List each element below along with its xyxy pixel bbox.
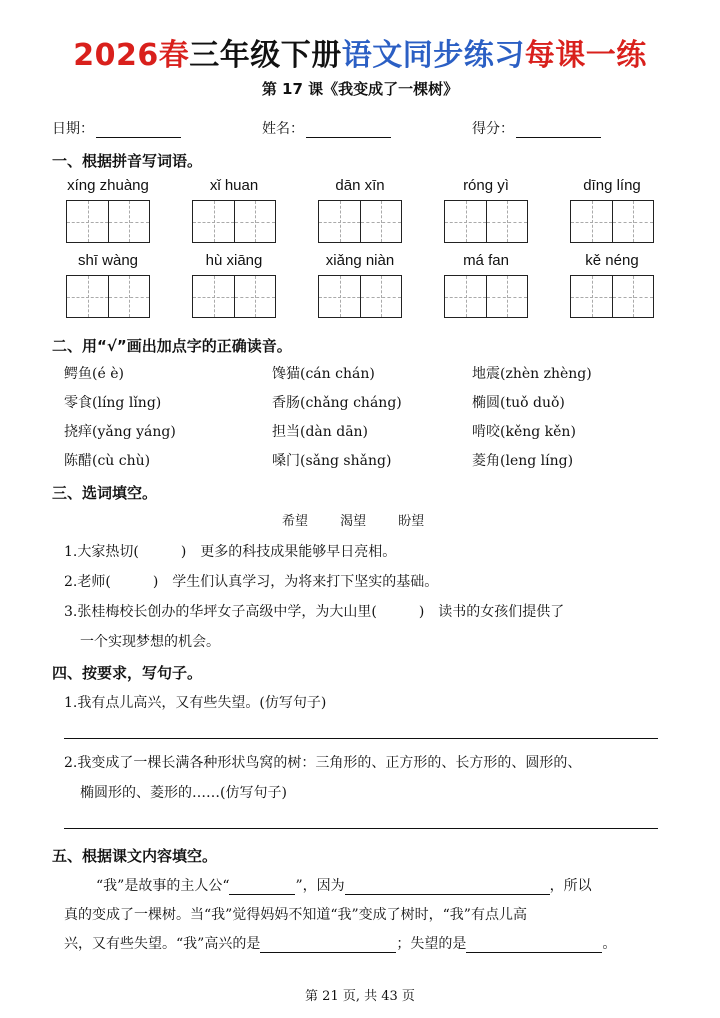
reading-item[interactable]: 担当(dàn dān) [272, 424, 369, 440]
reading-item[interactable]: 菱角(leng líng) [472, 453, 574, 469]
fill-question-3-cont: 一个实现梦想的机会。 [80, 634, 220, 650]
writing-grid[interactable] [444, 275, 528, 318]
fill-question-2[interactable]: 2.老师( ) 学生们认真学习，为将来打下坚实的基础。 [64, 574, 439, 590]
reading-item[interactable]: 陈醋(cù chù) [64, 453, 151, 469]
title-grade: 三年级下册 [189, 38, 342, 73]
reading-item[interactable]: 挠痒(yǎng yáng) [64, 424, 176, 440]
name-field[interactable] [262, 118, 391, 138]
section3-title: 三、选词填空。 [52, 484, 158, 502]
answer-line[interactable] [64, 828, 658, 829]
sentence-question-1: 1.我有点儿高兴，又有些失望。(仿写句子) [64, 695, 327, 711]
pinyin-label: xíng zhuàng [67, 177, 149, 194]
answer-blank[interactable] [260, 938, 396, 953]
page-title [0, 30, 720, 74]
fill-question-1[interactable]: 1.大家热切( ) 更多的科技成果能够早日亮相。 [64, 544, 397, 560]
passage-line-1: “我”是故事的主人公“ ”，因为 ，所以 [96, 878, 592, 894]
answer-blank[interactable] [466, 938, 602, 953]
answer-blank[interactable] [229, 880, 295, 895]
section2-title: 二、用“√”画出加点字的正确读音。 [52, 337, 292, 355]
writing-grid[interactable] [318, 275, 402, 318]
answer-blank[interactable] [345, 880, 550, 895]
reading-item[interactable]: 地震(zhèn zhèng) [472, 366, 592, 382]
title-year: 2026春 [73, 38, 190, 73]
sentence-question-2-cont: 椭圆形的、菱形的……(仿写句子) [80, 785, 287, 801]
date-blank[interactable] [96, 122, 181, 138]
date-field[interactable] [52, 118, 181, 138]
writing-grid[interactable] [66, 275, 150, 318]
score-label: 得分： [472, 121, 514, 137]
name-label: 姓名： [262, 121, 304, 137]
section4-title: 四、按要求，写句子。 [52, 664, 203, 682]
writing-grid[interactable] [318, 200, 402, 243]
reading-item[interactable]: 香肠(chǎng cháng) [272, 395, 402, 411]
pinyin-label: xiǎng niàn [325, 252, 395, 269]
title-series: 每课一练 [524, 38, 647, 73]
pinyin-label: shī wàng [77, 252, 139, 269]
sentence-question-2: 2.我变成了一棵长满各种形状鸟窝的树：三角形的、正方形的、长方形的、圆形的、 [64, 755, 582, 771]
section1-title: 一、根据拼音写词语。 [52, 152, 203, 170]
fill-question-3[interactable]: 3.张桂梅校长创办的华坪女子高级中学，为大山里( ) 读书的女孩们提供了 [64, 604, 565, 620]
pinyin-label: má fan [463, 252, 509, 269]
pinyin-label: xǐ huan [209, 177, 259, 194]
reading-item[interactable]: 馋猫(cán chán) [272, 366, 375, 382]
passage-line-2: 真的变成了一棵树。当“我”觉得妈妈不知道“我”变成了树时，“我”有点儿高 [64, 907, 527, 923]
writing-grid[interactable] [66, 200, 150, 243]
title-subject: 语文同步练习 [341, 38, 525, 73]
pinyin-label: róng yì [463, 177, 509, 194]
section5-title: 五、根据课文内容填空。 [52, 847, 218, 865]
passage-line-3: 兴，又有些失望。“我”高兴的是 ；失望的是 。 [64, 936, 617, 952]
word-bank: 希望 渴望 盼望 [282, 514, 425, 529]
reading-item[interactable]: 啃咬(kěng kěn) [472, 424, 576, 440]
answer-line[interactable] [64, 738, 658, 739]
pinyin-label: hù xiāng [205, 252, 263, 269]
reading-item[interactable]: 鳄鱼(é è) [64, 366, 124, 382]
writing-grid[interactable] [570, 200, 654, 243]
writing-grid[interactable] [192, 275, 276, 318]
reading-item[interactable]: 椭圆(tuǒ duǒ) [472, 395, 565, 411]
name-blank[interactable] [306, 122, 391, 138]
writing-grid[interactable] [192, 200, 276, 243]
page-number: 第 21 页, 共 43 页 [305, 989, 415, 1004]
reading-item[interactable]: 嗓门(sǎng shǎng) [272, 453, 392, 469]
reading-item[interactable]: 零食(líng lǐng) [64, 395, 162, 411]
writing-grid[interactable] [570, 275, 654, 318]
pinyin-label: dīng líng [583, 177, 641, 194]
score-blank[interactable] [516, 122, 601, 138]
writing-grid[interactable] [444, 200, 528, 243]
date-label: 日期： [52, 121, 94, 137]
pinyin-label: kě néng [585, 252, 639, 269]
lesson-subtitle: 第 17 课《我变成了一棵树》 [261, 80, 459, 98]
score-field[interactable] [472, 118, 601, 138]
pinyin-label: dān xīn [335, 177, 385, 194]
